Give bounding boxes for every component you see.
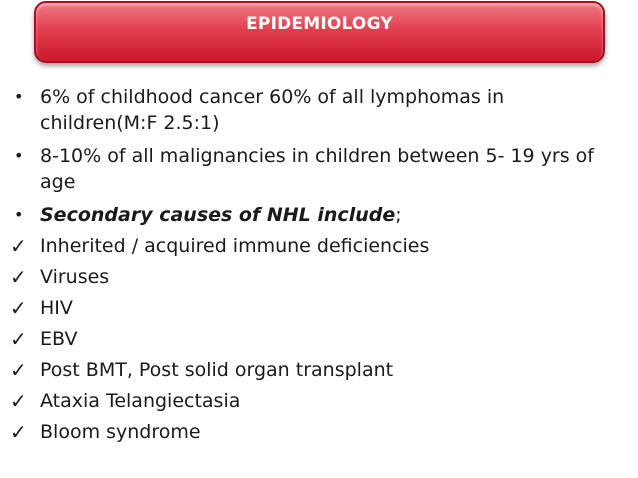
check-item-ebv (0, 326, 618, 352)
bullet-emphasis-text: Secondary causes of NHL include (40, 204, 396, 226)
checkmark-icon: ✓ (10, 420, 27, 444)
slide-content (0, 84, 638, 445)
bullet-item-secondary-causes (0, 202, 618, 228)
bullet-icon: • (14, 205, 24, 224)
bullet-icon: • (14, 87, 24, 106)
check-item-transplant (0, 357, 618, 383)
check-text: Ataxia Telangiectasia (40, 390, 241, 412)
check-item-hiv (0, 295, 618, 321)
slide-title: EPIDEMIOLOGY (246, 14, 393, 34)
checkmark-icon: ✓ (10, 389, 27, 413)
check-item-immune-deficiencies (0, 233, 618, 259)
check-item-viruses (0, 264, 618, 290)
checkmark-icon: ✓ (10, 234, 27, 258)
check-item-bloom (0, 419, 618, 445)
check-text: EBV (40, 328, 78, 350)
title-banner (34, 1, 605, 63)
bullet-icon: • (14, 146, 24, 165)
checkmark-icon: ✓ (10, 265, 27, 289)
bullet-item-malignancies (0, 143, 618, 195)
checkmark-icon: ✓ (10, 296, 27, 320)
bullet-suffix: ; (395, 204, 402, 226)
checkmark-icon: ✓ (10, 358, 27, 382)
check-item-ataxia (0, 388, 618, 414)
checkmark-icon: ✓ (10, 327, 27, 351)
bullet-text: 6% of childhood cancer 60% of all lymphomas in children(M:F 2.5:1) (40, 86, 505, 134)
check-text: Post BMT, Post solid organ transplant (40, 359, 394, 381)
bullet-text: 8-10% of all malignancies in children between 5- 19 yrs of age (40, 145, 594, 193)
bullet-item-childhood-cancer (0, 84, 618, 136)
check-text: Bloom syndrome (40, 421, 201, 443)
check-text: Viruses (40, 266, 110, 288)
check-text: Inherited / acquired immune deficiencies (40, 235, 430, 257)
check-text: HIV (40, 297, 73, 319)
